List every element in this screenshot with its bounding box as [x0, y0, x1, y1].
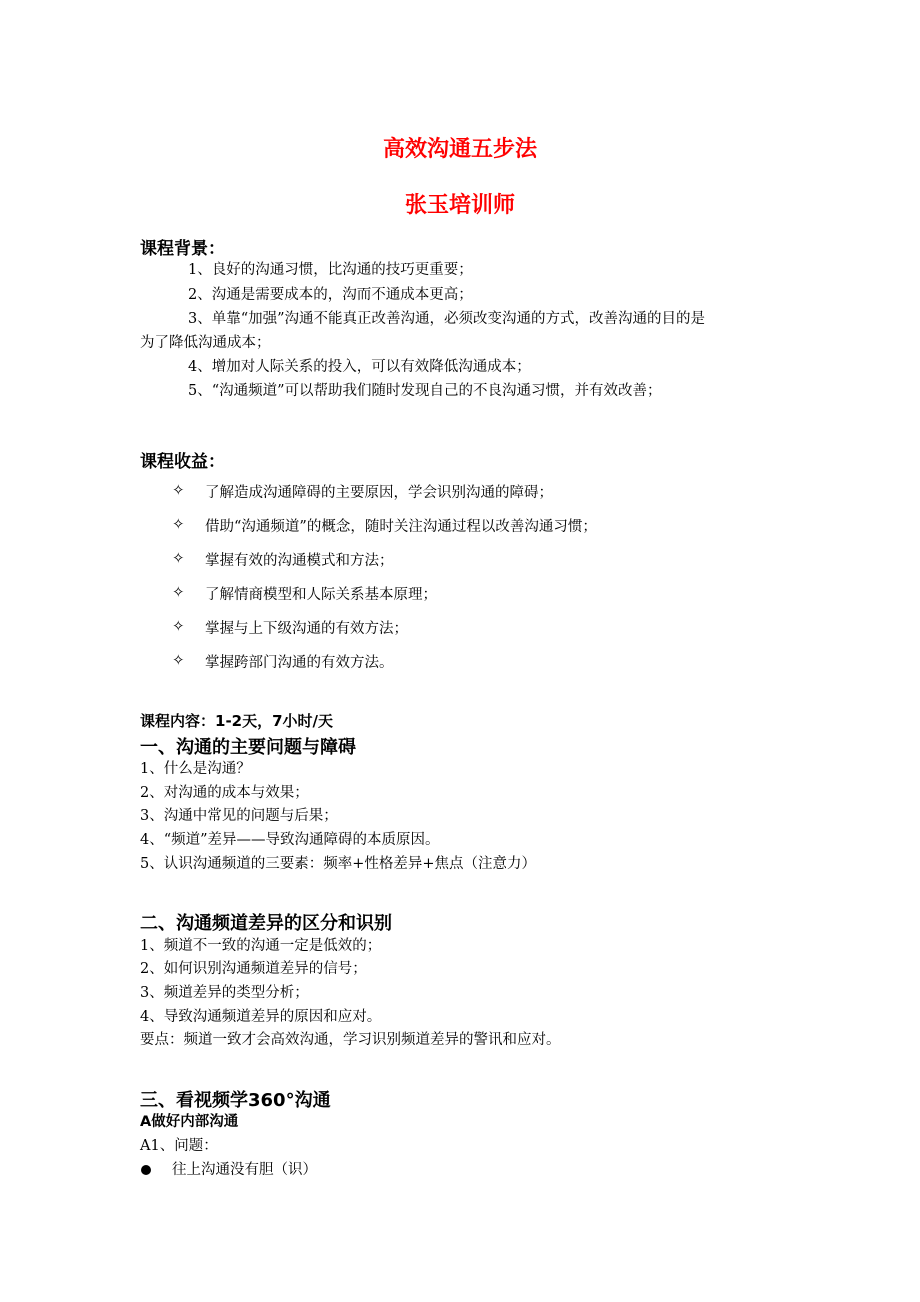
section-item: 3、频道差异的类型分析； — [140, 985, 309, 1001]
section-item: 2、如何识别沟通频道差异的信号； — [140, 961, 367, 977]
section-title: 三、看视频学360°沟通 — [140, 1090, 331, 1111]
section-title: 二、沟通频道差异的区分和识别 — [140, 913, 392, 934]
section-item: 4、导致沟通频道差异的原因和应对。 — [140, 1009, 382, 1025]
benefit-item: 掌握跨部门沟通的有效方法。 — [205, 655, 394, 671]
background-item: 5、“沟通频道”可以帮助我们随时发现自己的不良沟通习惯，并有效改善； — [188, 383, 662, 399]
subsection-label: A1、问题： — [140, 1138, 218, 1154]
section-item: 要点：频道一致才会高效沟通，学习识别频道差异的警讯和应对。 — [140, 1032, 561, 1048]
bullet-item: 往上沟通没有胆（识） — [172, 1162, 317, 1178]
benefit-bullet-icon: ✧ — [172, 549, 185, 567]
section-item: 5、认识沟通频道的三要素：频率+性格差异+焦点（注意力） — [140, 856, 537, 872]
benefit-item: 借助“沟通频道”的概念，随时关注沟通过程以改善沟通习惯； — [205, 519, 597, 535]
benefit-bullet-icon: ✧ — [172, 515, 185, 533]
background-item: 3、单靠“加强”沟通不能真正改善沟通，必须改变沟通的方式，改善沟通的目的是 — [188, 311, 706, 327]
background-item: 为了降低沟通成本； — [140, 335, 271, 351]
section-item: 1、什么是沟通？ — [140, 761, 251, 777]
benefit-item: 了解造成沟通障碍的主要原因，学会识别沟通的障碍； — [205, 485, 553, 501]
bullet-dot-icon — [141, 1165, 151, 1175]
benefit-item: 了解情商模型和人际关系基本原理； — [205, 587, 437, 603]
background-item: 4、增加对人际关系的投入，可以有效降低沟通成本； — [188, 359, 531, 375]
background-heading: 课程背景： — [140, 239, 225, 259]
section-item: 4、“频道”差异——导致沟通障碍的本质原因。 — [140, 832, 440, 848]
benefit-item: 掌握有效的沟通模式和方法； — [205, 553, 394, 569]
background-item: 2、沟通是需要成本的，沟而不通成本更高； — [188, 287, 473, 303]
benefit-bullet-icon: ✧ — [172, 617, 185, 635]
section-item: 1、频道不一致的沟通一定是低效的； — [140, 938, 382, 954]
benefit-item: 掌握与上下级沟通的有效方法； — [205, 621, 408, 637]
content-heading: 课程内容：1-2天，7小时/天 — [140, 712, 334, 730]
benefits-heading: 课程收益： — [140, 452, 225, 472]
doc-title: 高效沟通五步法 — [382, 137, 537, 162]
subsection-title: A做好内部沟通 — [140, 1114, 239, 1130]
section-title: 一、沟通的主要问题与障碍 — [140, 737, 356, 758]
section-item: 3、沟通中常见的问题与后果； — [140, 808, 338, 824]
benefit-bullet-icon: ✧ — [172, 583, 185, 601]
benefit-bullet-icon: ✧ — [172, 481, 185, 499]
background-item: 1、良好的沟通习惯，比沟通的技巧更重要； — [188, 262, 473, 278]
section-item: 2、对沟通的成本与效果； — [140, 785, 309, 801]
doc-subtitle: 张玉培训师 — [404, 193, 515, 218]
benefit-bullet-icon: ✧ — [172, 651, 185, 669]
